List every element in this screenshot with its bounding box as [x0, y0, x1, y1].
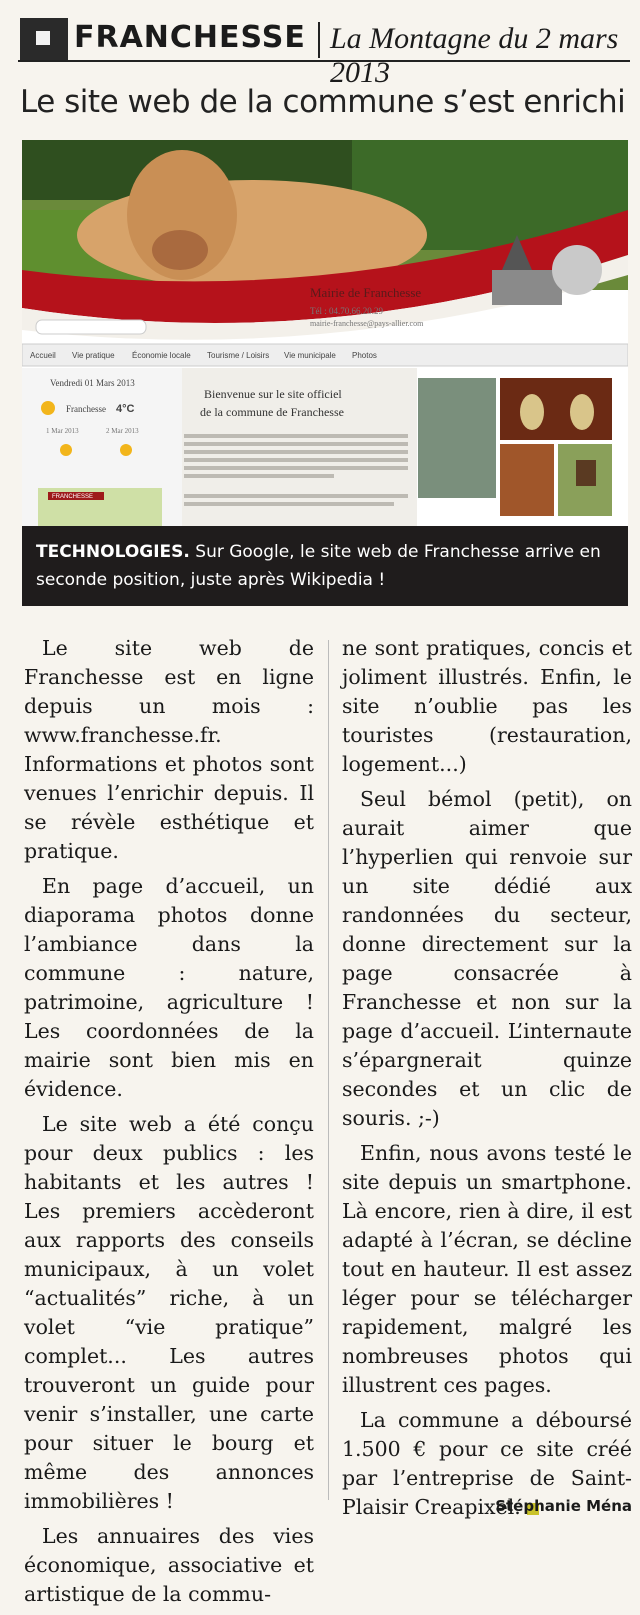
site-email: mairie-franchesse@pays-allier.com: [310, 319, 424, 328]
article-column-right: [342, 634, 632, 1528]
article-column-left: [24, 634, 314, 1615]
paragraph: Les annuaires des vies économique, associative et artistique de la commu-: [24, 1524, 314, 1606]
welcome-line-2: de la commune de Franchesse: [200, 405, 344, 419]
caption-text: Sur Google, le site web de Franchesse arrive en seconde position, juste après Wikipedia !: [36, 542, 601, 590]
welcome-line-1: Bienvenue sur le site officiel: [204, 387, 342, 401]
byline: Stéphanie Ména: [495, 1497, 632, 1515]
weather-day-0: 1 Mar 2013: [46, 427, 79, 435]
site-title: Mairie de Franchesse: [310, 285, 422, 300]
nav-item-5: Photos: [352, 351, 377, 360]
paragraph-text: La commune a déboursé 1.500 € pour ce site créé par l’entreprise de Saint-Plaisir Creapixel.: [342, 1408, 632, 1519]
square-icon: [36, 31, 50, 45]
header-bar: [18, 10, 630, 89]
paragraph: Le site web a été conçu pour deux publics : les habitants et les autres ! Les premiers accèderont aux rapports des conseils municipaux, à un volet “actualités” riche, à un volet “vie pratique” complet... Les autres trouveront un guide pour venir s’installer, une carte pour situer le bourg et même des annonces immobilières !: [24, 1112, 314, 1513]
weather-place: Franchesse: [66, 404, 106, 414]
site-phone: Tél : 04.70.66.20.29: [310, 306, 383, 316]
map-label: FRANCHESSE: [52, 494, 94, 500]
site-date: Vendredi 01 Mars 2013: [50, 378, 135, 388]
headline: Le site web de la commune s’est enrichi: [20, 84, 626, 120]
paragraph: Le site web de Franchesse est en ligne depuis un mois : www.franchesse.fr. Informations et photos sont venues l’enrichir depuis. Il se révèle esthétique et pratique.: [24, 636, 314, 863]
nav-item-2: Économie locale: [132, 351, 191, 360]
photo-caption: [22, 526, 628, 606]
nav-item-4: Vie municipale: [284, 351, 336, 360]
caption-lead: TECHNOLOGIES.: [36, 542, 190, 562]
nav-item-0: Accueil: [30, 351, 56, 360]
paragraph: Enfin, nous avons testé le site depuis un smartphone. Là encore, rien à dire, il est adapté à l’écran, se décline tout en hauteur. Il est assez léger pour se télécharger rapidement, malgré les nombreuses photos qui illustrent ces pages.: [342, 1141, 632, 1397]
paragraph: Seul bémol (petit), on aurait aimer que l’hyperlien qui renvoie sur un site dédié aux randonnées du secteur, donne directement sur la page consacrée à Franchesse et non sur la page d’accueil. L’internaute s’épargnerait quinze secondes et un clic de souris. ;-): [342, 787, 632, 1130]
column-divider: [328, 640, 329, 1500]
weather-day-1: 2 Mar 2013: [106, 427, 139, 435]
weather-temp: 4°C: [116, 403, 135, 415]
paragraph: En page d’accueil, un diaporama photos donne l’ambiance dans la commune : nature, patrimoine, agriculture ! Les coordonnées de la mairie sont bien mis en évidence.: [24, 874, 314, 1101]
source-line: La Montagne du 2 mars 2013: [318, 22, 640, 58]
nav-item-3: Tourisme / Loisirs: [207, 351, 270, 360]
kicker-box: [20, 18, 68, 60]
kicker-label: FRANCHESSE: [74, 20, 306, 55]
paragraph: ne sont pratiques, concis et joliment illustrés. Enfin, le site n’oublie pas les touristes (restauration, logement...): [342, 636, 632, 776]
nav-item-1: Vie pratique: [72, 351, 115, 360]
